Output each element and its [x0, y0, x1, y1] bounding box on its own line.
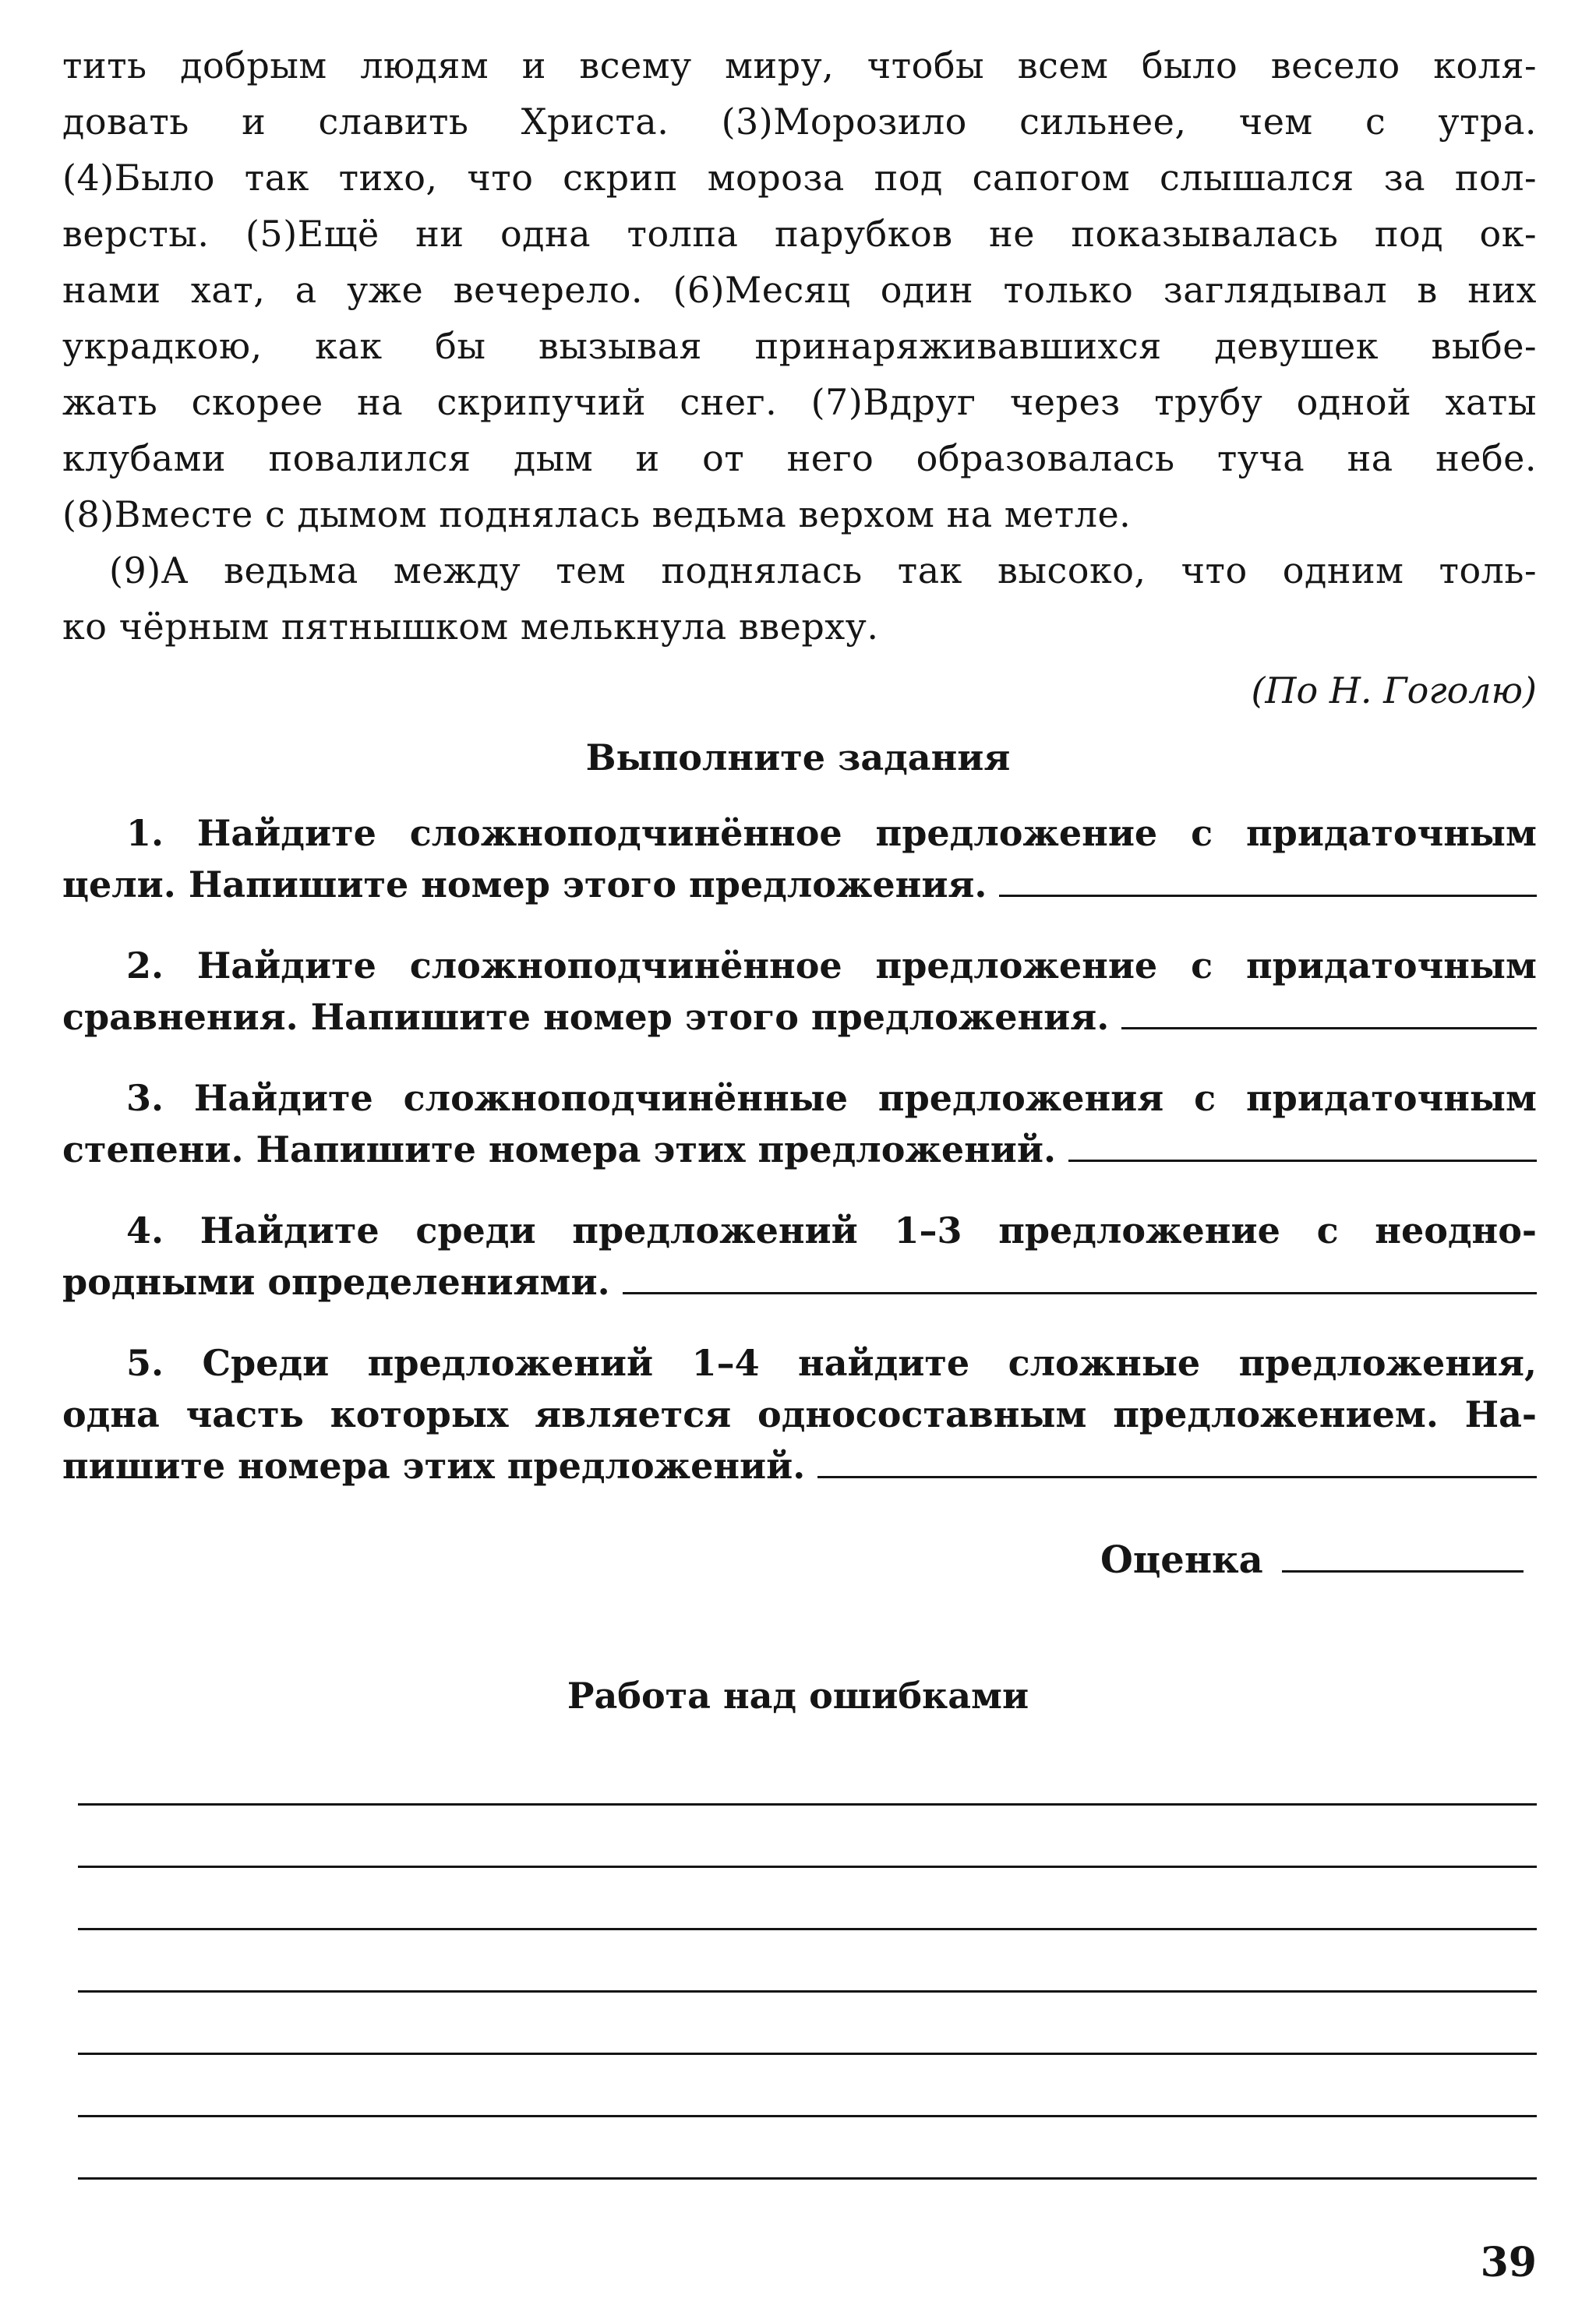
writing-line[interactable]	[78, 2115, 1537, 2117]
answer-blank[interactable]	[1068, 1124, 1537, 1162]
writing-line[interactable]	[78, 1928, 1537, 1930]
story-line: ко чёрным пятнышком мелькнула вверху.	[62, 605, 879, 648]
story-line: (8)Вместе с дымом поднялась ведьма верхом на метле.	[62, 493, 1132, 535]
story-line: (9)А ведьма между тем поднялась так высоко, что одним толь-	[109, 549, 1537, 591]
writing-line[interactable]	[78, 1866, 1537, 1868]
task-text: 2. Найдите сложноподчинённое предложение с придаточным	[126, 944, 1537, 987]
task-text: степени. Напишите номера этих предложений.	[62, 1128, 1057, 1170]
story-line: тить добрым людям и всему миру, чтобы всем было весело коля-	[62, 44, 1537, 86]
story-line: клубами повалился дым и от него образовалась туча на небе.	[62, 437, 1537, 479]
tasks-heading: Выполните задания	[585, 736, 1011, 778]
story-line: (4)Было так тихо, что скрип мороза под сапогом слышался за пол-	[62, 157, 1537, 199]
task-4	[62, 1205, 1537, 1308]
answer-blank[interactable]	[1121, 991, 1537, 1029]
story-line: версты. (5)Ещё ни одна толпа парубков не показывалась под ок-	[62, 213, 1537, 255]
task-text: одна часть которых является односоставным предложением. На-	[62, 1393, 1537, 1435]
task-text: сравнения. Напишите номер этого предложения.	[62, 996, 1110, 1038]
writing-line[interactable]	[78, 1803, 1537, 1806]
task-text: 1. Найдите сложноподчинённое предложение с придаточным	[126, 812, 1537, 854]
task-3	[62, 1072, 1537, 1175]
story-line: нами хат, а уже вечерело. (6)Месяц один только заглядывал в них	[62, 269, 1537, 311]
task-text: родными определениями.	[62, 1261, 610, 1303]
source-attribution: (По Н. Гоголю)	[1251, 669, 1537, 711]
writing-line[interactable]	[78, 2177, 1537, 2180]
task-text: 5. Среди предложений 1–4 найдите сложные предложения,	[126, 1342, 1537, 1384]
story-line: украдкою, как бы вызывая принаряживавшихся девушек выбе-	[62, 325, 1537, 367]
task-1	[62, 807, 1537, 910]
answer-blank[interactable]	[817, 1440, 1537, 1478]
task-text: цели. Напишите номер этого предложения.	[62, 863, 987, 906]
task-2	[62, 940, 1537, 1043]
errors-heading: Работа над ошибками	[567, 1675, 1029, 1717]
score-field	[1100, 1532, 1537, 1588]
answer-blank[interactable]	[999, 859, 1537, 897]
score-label: Оценка	[1100, 1538, 1263, 1582]
answer-blank[interactable]	[623, 1256, 1537, 1294]
task-5	[62, 1337, 1537, 1492]
task-text: 3. Найдите сложноподчинённые предложения с придаточным	[126, 1077, 1537, 1119]
writing-line[interactable]	[78, 1990, 1537, 1993]
task-text: 4. Найдите среди предложений 1–3 предложение с неодно-	[126, 1209, 1537, 1252]
task-text: пишите номера этих предложений.	[62, 1445, 806, 1487]
story-line: жать скорее на скрипучий снег. (7)Вдруг через трубу одной хаты	[62, 381, 1537, 423]
story-line: довать и славить Христа. (3)Морозило сильнее, чем с утра.	[62, 101, 1537, 143]
page-number: 39	[1480, 2239, 1537, 2286]
score-blank[interactable]	[1282, 1534, 1524, 1573]
writing-line[interactable]	[78, 2053, 1537, 2055]
